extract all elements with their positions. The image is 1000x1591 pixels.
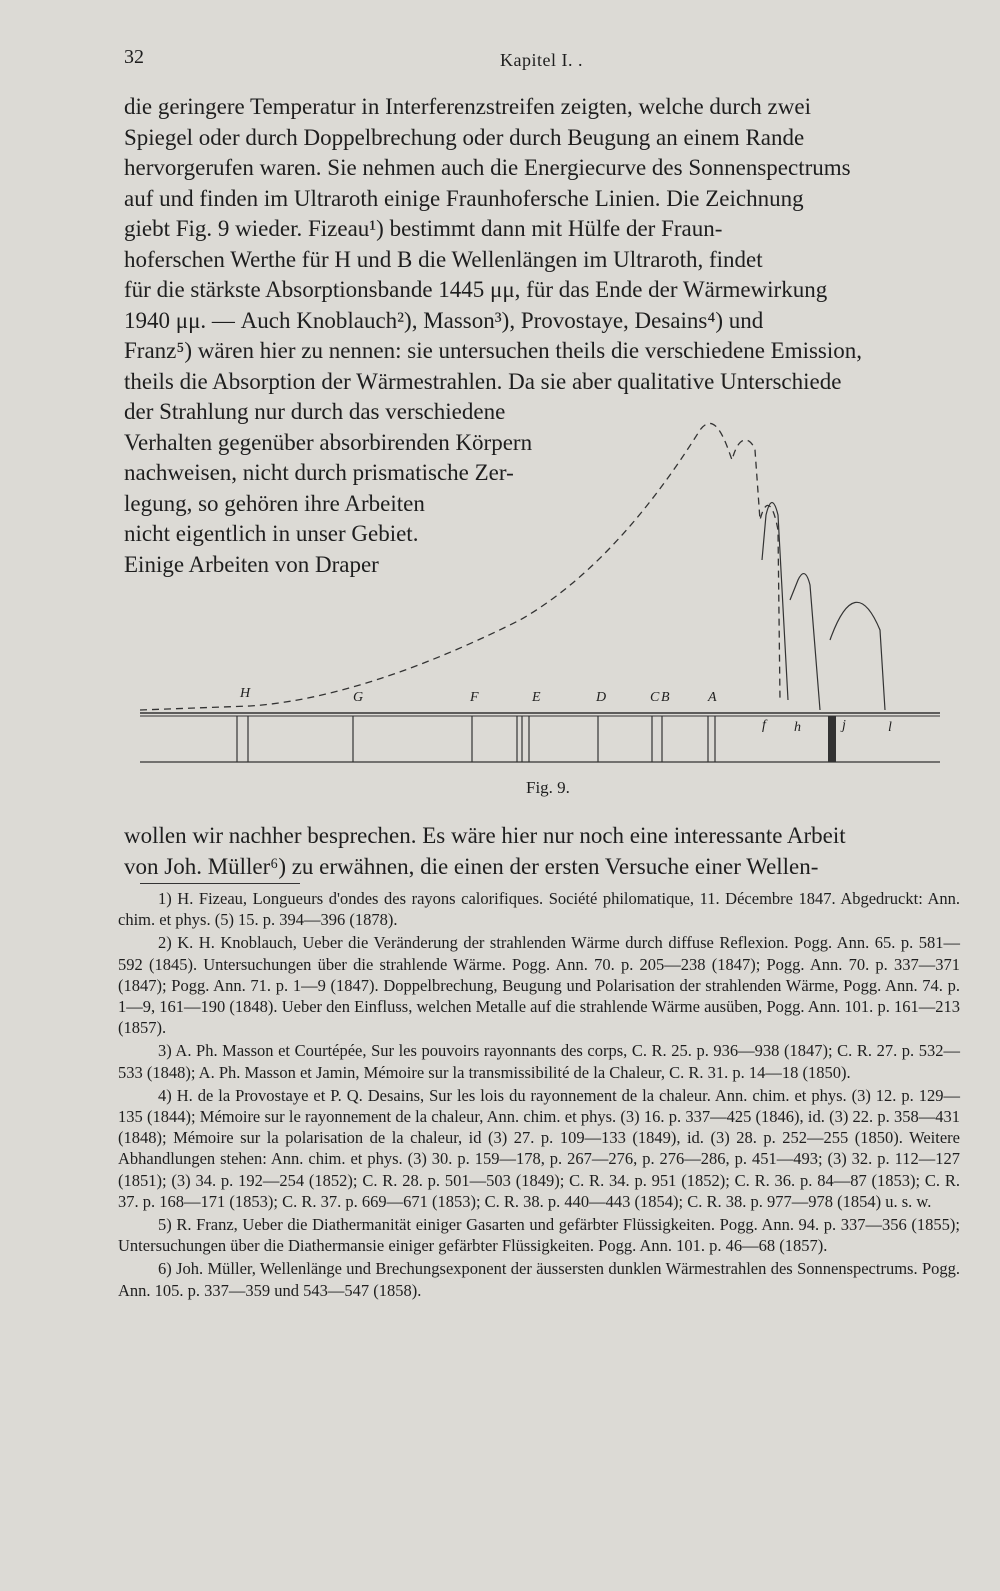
text-line: auf und finden im Ultraroth einige Fraunhofersche Linien. Die Zeichnung xyxy=(124,185,804,211)
text-line: für die stärkste Absorptionsbande 1445 μμ, für das Ende der Wärmewirkung xyxy=(124,277,828,302)
line-label: C xyxy=(650,690,660,705)
text-line: Einige Arbeiten von Draper xyxy=(124,551,379,577)
footnote: 1) H. Fizeau, Longueurs d'ondes des rayons calorifiques. Société philomatique, 11. Décembre 1847. Abgedruckt: Ann. chim. et phys. (5) 15. p. 394—396 (1878). xyxy=(118,889,960,930)
text-line: die geringere Temperatur in Interferenzstreifen zeigten, welche durch zwei xyxy=(124,94,811,119)
text-line: nicht eigentlich in unser Gebiet. xyxy=(124,521,419,546)
line-label: B xyxy=(661,690,670,705)
text-line: von Joh. Müller⁶) zu erwähnen, die einen der ersten Versuche einer Wellen- xyxy=(124,854,819,879)
text-line: theils die Absorption der Wärmestrahlen. Da sie aber qualitative Unterschiede xyxy=(124,368,842,394)
footnote-rule xyxy=(140,883,300,884)
text-line: hervorgerufen waren. Sie nehmen auch die Energiecurve des Sonnenspectrums xyxy=(124,155,851,180)
text-line: wollen wir nachher besprechen. Es wäre hier nur noch eine interessante Arbeit xyxy=(124,823,846,848)
line-label: j xyxy=(842,718,846,733)
text-line: Franz⁵) wären hier zu nennen: sie untersuchen theils die verschiedene Emission, xyxy=(124,338,863,363)
footnote: 6) Joh. Müller, Wellenlänge und Brechungsexponent der äussersten dunklen Wärmestrahlen des Sonnenspectrums. Pogg. Ann. 105. p. 337—359 und 543—547 (1858). xyxy=(118,1259,960,1300)
line-label: E xyxy=(532,690,541,705)
line-label: G xyxy=(353,690,364,705)
energy-curve xyxy=(140,423,780,710)
line-label: l xyxy=(888,720,892,735)
text-line: nachweisen, nicht durch prismatische Zer- xyxy=(124,460,514,485)
running-head: Kapitel I. . xyxy=(500,50,583,70)
footnote: 5) R. Franz, Ueber die Diathermanität einiger Gasarten und gefärbter Flüssigkeiten. Pogg. Ann. 94. p. 337—356 (1855); Untersuchungen über die Diathermansie einiger gefärbter Flüssigkeiten. Pogg. Ann. 101. p. 46—68 (1857). xyxy=(118,1215,960,1256)
spectrum-diagram xyxy=(140,400,960,780)
paragraph-1 xyxy=(124,92,960,397)
footnotes xyxy=(118,888,960,1303)
page-number: 32 xyxy=(124,46,144,68)
energy-curve-figure xyxy=(140,400,960,800)
line-label: F xyxy=(470,690,479,705)
text-line: der Strahlung nur durch das verschiedene xyxy=(124,399,506,424)
line-label: A xyxy=(708,690,717,705)
text-line: hoferschen Werthe für H und B die Wellenlängen im Ultraroth, findet xyxy=(124,246,763,272)
absorption-band xyxy=(790,574,820,710)
paragraph-2 xyxy=(124,820,960,882)
text-line: Verhalten gegenüber absorbirenden Körpern xyxy=(124,429,533,455)
line-label: D xyxy=(596,690,607,705)
line-label: h xyxy=(794,720,801,735)
footnote: 3) A. Ph. Masson et Courtépée, Sur les pouvoirs rayonnants des corps, C. R. 25. p. 936—938 (1847); C. R. 27. p. 532—533 (1848); A. Ph. Masson et Jamin, Mémoire sur la transmissibilité de la Chaleur, C. R. 31. p. 14—18 (1850). xyxy=(118,1041,960,1082)
absorption-band xyxy=(830,602,885,710)
text-line: 1940 μμ. — Auch Knoblauch²), Masson³), Provostaye, Desains⁴) und xyxy=(124,307,764,333)
text-line: giebt Fig. 9 wieder. Fizeau¹) bestimmt dann mit Hülfe der Fraun- xyxy=(124,216,723,241)
figure-caption: Fig. 9. xyxy=(526,778,570,797)
text-line: legung, so gehören ihre Arbeiten xyxy=(124,490,425,516)
absorption-band xyxy=(762,503,788,701)
footnote: 4) H. de la Provostaye et P. Q. Desains, Sur les lois du rayonnement de la chaleur. Ann. chim. et phys. (3) 12. p. 129—135 (1844); Mémoire sur le rayonnement de la chaleur, Ann. chim. et phys. (3) 16. p. 337—425 (1846), id. (3) 22. p. 358—431 (1848); Mémoire sur la polarisation de la chaleur, id (3) 27. p. 109—133 (1849), id. (3) 28. p. 252—255 (1850). Weitere Abhandlungen stehen: Ann. chim. et phys. (3) 30. p. 159—178, p. 267—276, p. 276—286, p. 451—493; (3) 32. p. 112—127 (1851); (3) 34. p. 192—254 (1852); C. R. 28. p. 501—503 (1849); C. R. 34. p. 951 (1852); C. R. 36. p. 84—87 (1853); C. R. 37. p. 168—171 (1853); C. R. 37. p. 669—671 (1853); C. R. 38. p. 440—443 (1854); C. R. 38. p. 977—978 (1854) u. s. w. xyxy=(118,1085,960,1211)
line-label: f xyxy=(762,718,766,733)
text-line: Spiegel oder durch Doppelbrechung oder durch Beugung an einem Rande xyxy=(124,124,805,150)
line-label: H xyxy=(240,686,251,701)
footnote: 2) K. H. Knoblauch, Ueber die Veränderung der strahlenden Wärme durch diffuse Reflexion. Pogg. Ann. 65. p. 581—592 (1845). Untersuchungen über die strahlende Wärme. Pogg. Ann. 70. p. 205—238 (1847); Pogg. Ann. 70. p. 337—371 (1847); Pogg. Ann. 71. p. 1—9 (1847). Doppelbrechung, Beugung und Polarisation der strahlenden Wärme, Pogg. Ann. 74. p. 1—9, 161—190 (1848). Ueber den Einfluss, welchen Metalle auf die strahlende Wärme ausüben, Pogg. Ann. 101. p. 161—213 (1857). xyxy=(118,933,960,1038)
